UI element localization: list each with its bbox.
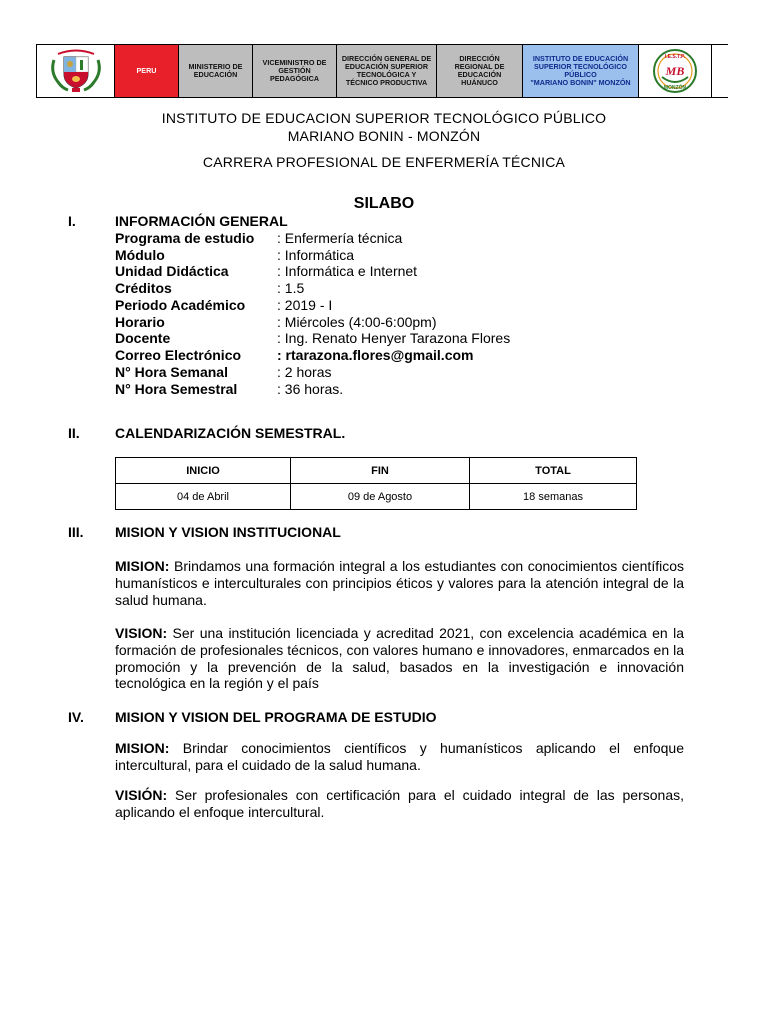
info-label: N° Hora Semanal bbox=[115, 364, 228, 380]
logo-bottom-text: MONZÓN bbox=[663, 85, 687, 91]
info-label: Horario bbox=[115, 314, 165, 330]
info-label: Programa de estudio bbox=[115, 230, 255, 246]
section-1-title: INFORMACIÓN GENERAL bbox=[115, 213, 288, 229]
ministry-label: MINISTERIO DE EDUCACIÓN bbox=[178, 45, 252, 97]
institute-label-line1: INSTITUTO DE EDUCACIÓN SUPERIOR TECNOLÓGICO PÚBLICO bbox=[532, 54, 629, 79]
info-label: Unidad Didáctica bbox=[115, 263, 229, 279]
table-header: FIN bbox=[291, 458, 470, 484]
viceministry-label: VICEMINISTRO DE GESTIÓN PEDAGÓGICA bbox=[252, 45, 336, 97]
info-value: : Ing. Renato Henyer Tarazona Flores bbox=[277, 330, 511, 346]
mission-label: MISION: bbox=[115, 558, 170, 574]
iestp-mariano-bonin-logo-icon bbox=[650, 47, 700, 95]
vision-label: VISION: bbox=[115, 625, 168, 641]
peru-label: PERU bbox=[114, 45, 178, 97]
career-title: CARRERA PROFESIONAL DE ENFERMERÍA TÉCNICA bbox=[202, 154, 566, 170]
institution-line1: INSTITUTO DE EDUCACION SUPERIOR TECNOLÓGICO PÚBLICO bbox=[161, 110, 607, 126]
institute-label-line2: "MARIANO BONIN" MONZÓN bbox=[530, 78, 631, 87]
info-label: Docente bbox=[115, 330, 171, 346]
table-cell: 04 de Abril bbox=[116, 484, 291, 510]
section-3-number: III. bbox=[68, 524, 84, 540]
info-value: : Informática bbox=[277, 247, 355, 263]
mission-text: Brindamos una formación integral a los estudiantes con conocimientos científicos humanísticos e interculturales con principios éticos y valores para la atención integral de la salud humana. bbox=[115, 558, 684, 608]
table-cell: 18 semanas bbox=[470, 484, 637, 510]
logo-cell bbox=[638, 45, 712, 97]
section-2-title: CALENDARIZACIÓN SEMESTRAL. bbox=[115, 425, 346, 441]
table-row bbox=[116, 484, 637, 510]
institutional-vision bbox=[115, 625, 684, 692]
logo-top-text: I.E.S.T.P. bbox=[664, 54, 686, 60]
logo-mid-text: MB bbox=[665, 64, 685, 78]
section-3-title: MISION Y VISION INSTITUCIONAL bbox=[115, 524, 341, 540]
table-cell: 09 de Agosto bbox=[291, 484, 470, 510]
regional-directorate-label: DIRECCIÓN REGIONAL DE EDUCACIÓN HUÁNUCO bbox=[436, 45, 522, 97]
info-value: : Miércoles (4:00-6:00pm) bbox=[277, 314, 437, 330]
info-label: Periodo Académico bbox=[115, 297, 246, 313]
info-label: Créditos bbox=[115, 280, 172, 296]
vision-text: Ser profesionales con certificación para el cuidado integral de las personas, aplicando el enfoque intercultural. bbox=[115, 787, 684, 820]
section-2-number: II. bbox=[68, 425, 80, 441]
vision-text: Ser una institución licenciada y acreditad 2021, con excelencia académica en la formación de profesionales técnicos, con valores humano e innovadores, enmarcados en la promoción y la prevención de la salud, basados en la investigación e innovación tecnológica en la región y el país bbox=[115, 625, 684, 692]
info-label: N° Hora Semestral bbox=[115, 381, 238, 397]
header-strip bbox=[36, 44, 728, 98]
peru-coat-of-arms-icon bbox=[48, 48, 104, 94]
email-value: : rtarazona.flores@gmail.com bbox=[277, 347, 474, 363]
info-label: Módulo bbox=[115, 247, 165, 263]
info-value: : 2 horas bbox=[277, 364, 332, 380]
vision-label: VISIÓN: bbox=[115, 787, 168, 803]
info-value: : 2019 - I bbox=[277, 297, 333, 313]
institute-label bbox=[522, 45, 638, 97]
table-header-row bbox=[116, 458, 637, 484]
table-header: INICIO bbox=[116, 458, 291, 484]
section-4-number: IV. bbox=[68, 709, 84, 725]
general-directorate-label: DIRECCIÓN GENERAL DE EDUCACIÓN SUPERIOR TECNOLÓGICA Y TÉCNICO PRODUCTIVA bbox=[336, 45, 436, 97]
calendar-table bbox=[115, 457, 637, 510]
info-value: : 1.5 bbox=[277, 280, 305, 296]
table-header: TOTAL bbox=[470, 458, 637, 484]
info-value: : Informática e Internet bbox=[277, 263, 418, 279]
info-value: : 36 horas. bbox=[277, 381, 344, 397]
institution-line2: MARIANO BONIN - MONZÓN bbox=[287, 128, 481, 144]
info-label: Correo Electrónico bbox=[115, 347, 242, 363]
document-title: SILABO bbox=[353, 195, 415, 212]
info-value: : Enfermería técnica bbox=[277, 230, 403, 246]
section-1-number: I. bbox=[68, 213, 76, 229]
program-vision bbox=[115, 787, 684, 821]
program-mission bbox=[115, 740, 684, 774]
mission-text: Brindar conocimientos científicos y humanísticos aplicando el enfoque intercultural, para el cuidado de la salud humana. bbox=[115, 740, 684, 773]
section-4-title: MISION Y VISION DEL PROGRAMA DE ESTUDIO bbox=[115, 709, 437, 725]
institutional-mission bbox=[115, 558, 684, 608]
mission-label: MISION: bbox=[115, 740, 170, 756]
shield-cell bbox=[36, 45, 114, 97]
